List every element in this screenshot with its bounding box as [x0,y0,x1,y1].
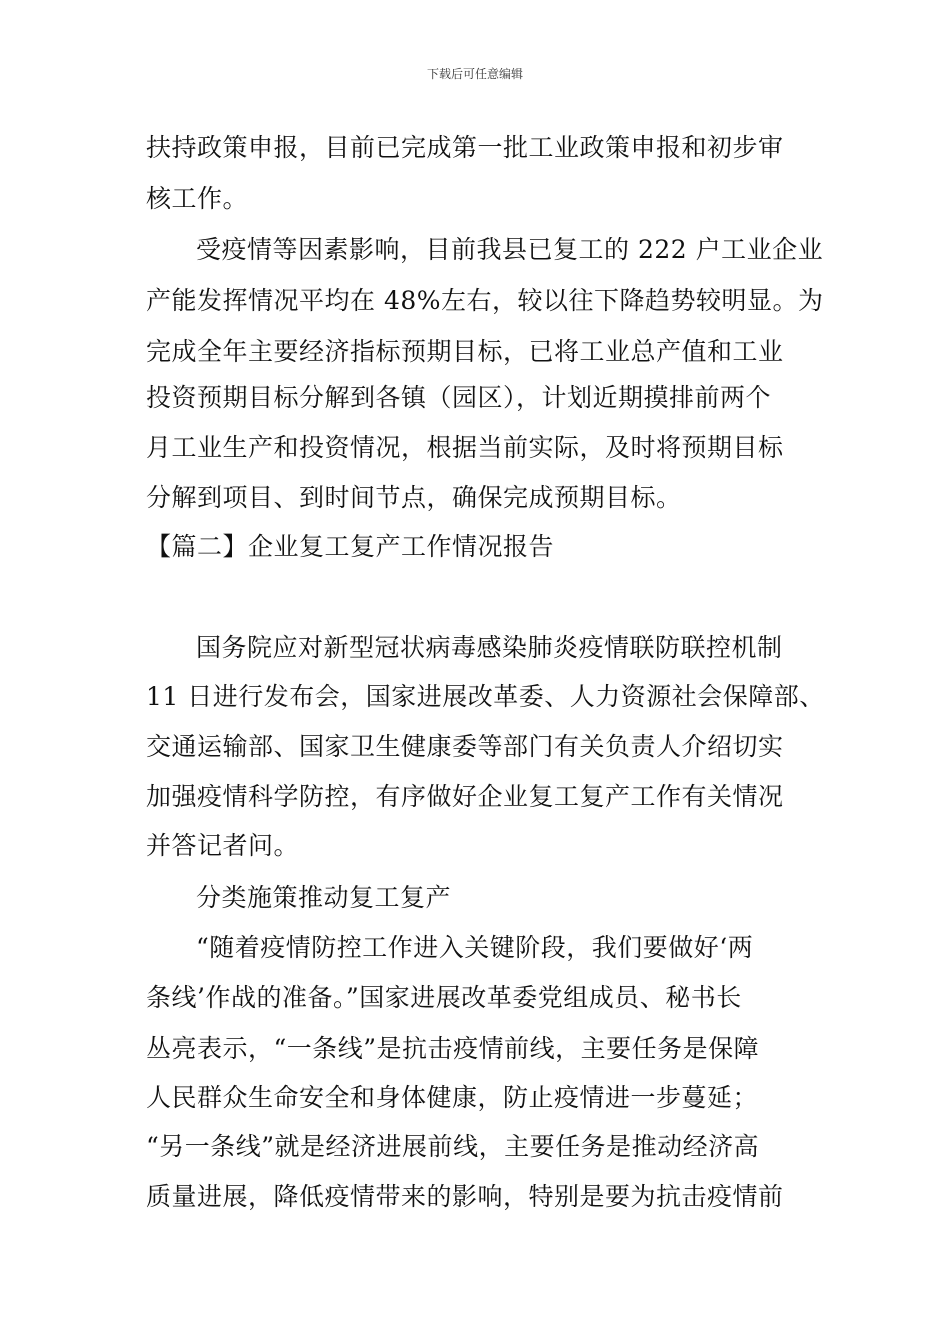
text-line: 质量进展，降低疫情带来的影响，特别是要为抗击疫情前 [146,1182,784,1211]
text-line: 分解到项目、到时间节点，确保完成预期目标。 [146,483,682,512]
text-line: 产能发挥情况平均在 48%左右，较以往下降趋势较明显。为 [146,286,824,315]
section-heading: 【篇二】企业复工复产工作情况报告 [146,532,555,561]
text-line: 受疫情等因素影响，目前我县已复工的 222 户工业企业 [196,235,824,264]
text-line: 人民群众生命安全和身体健康，防止疫情进一步蔓延； [146,1083,759,1112]
text-line: 国务院应对新型冠状病毒感染肺炎疫情联防联控机制 [196,633,783,662]
text-line: 条线’作战的准备。”国家进展改革委党组成员、秘书长 [146,983,742,1012]
text-line: 核工作。 [146,184,249,213]
text-line: 交通运输部、国家卫生健康委等部门有关负责人介绍切实 [146,732,784,761]
text-line: 丛亮表示，“一条线”是抗击疫情前线，主要任务是保障 [146,1034,760,1063]
text-line: “另一条线”就是经济进展前线，主要任务是推动经济高 [146,1132,760,1161]
page-header-note: 下载后可任意编辑 [426,67,523,81]
text-line: 投资预期目标分解到各镇（园区），计划近期摸排前两个 [146,383,772,412]
text-line: “随着疫情防控工作进入关键阶段，我们要做好‘两 [196,933,754,962]
text-line: 加强疫情科学防控，有序做好企业复工复产工作有关情况 [146,782,784,811]
text-line: 并答记者问。 [146,831,300,860]
text-line: 11 日进行发布会，国家进展改革委、人力资源社会保障部、 [146,682,825,711]
text-line: 月工业生产和投资情况，根据当前实际，及时将预期目标 [146,433,784,462]
subheading: 分类施策推动复工复产 [196,883,452,912]
text-line: 完成全年主要经济指标预期目标，已将工业总产值和工业 [146,337,784,366]
text-line: 扶持政策申报，目前已完成第一批工业政策申报和初步审 [146,133,784,162]
